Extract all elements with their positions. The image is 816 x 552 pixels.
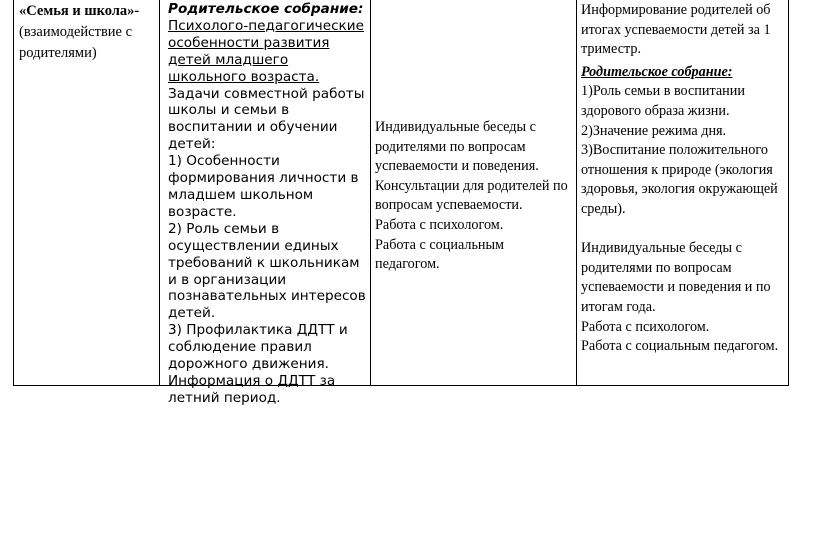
cell-meeting-2 — [581, 1, 787, 357]
activity-text: Индивидуальные беседы с родителями по вопросам успеваемости и поведения и по итогам года. — [581, 240, 771, 315]
activity-text: Индивидуальные беседы с родителями по вопросам успеваемости и поведения. — [375, 119, 539, 175]
activity-text: Консультации для родителей по вопросам успеваемости. — [375, 177, 568, 214]
activity-text: Работа с социальным педагогом. — [581, 338, 779, 355]
cell-meeting-1 — [168, 1, 368, 407]
meeting-tasks: Задачи совместной работы школы и семьи в воспитании и обучении детей: — [168, 85, 365, 153]
column-divider — [159, 0, 160, 386]
meeting-topic: Психолого-педагогические особенности развития детей младшего школьного возраста. — [168, 17, 364, 85]
meeting-item: 2) Роль семьи в осуществлении единых требований к школьникам и в организации познавательных интересов детей. — [168, 220, 366, 322]
meeting-item: 3)Воспитание положительного отношения к природе (экология здоровья, экология окружающей среды). — [581, 142, 778, 217]
meeting-item: 2)Значение режима дня. — [581, 122, 727, 139]
section-subtitle: (взаимодействие с родителями) — [19, 24, 133, 61]
table-right-border — [788, 0, 789, 386]
activity-text: Работа с социальным педагогом. — [375, 236, 505, 273]
meeting-heading: Родительское собрание: — [581, 63, 733, 80]
meeting-item: 1) Особенности формирования личности в младшем школьном возрасте. — [168, 153, 359, 220]
info-text: Информирование родителей об итогах успеваемости детей за 1 триместр. — [581, 2, 771, 58]
meeting-heading: Родительское собрание: — [168, 1, 364, 17]
column-divider — [370, 0, 371, 386]
cell-individual-work — [375, 118, 571, 275]
meeting-item: 1)Роль семьи в воспитании здорового образа жизни. — [581, 83, 745, 119]
spacer — [581, 220, 787, 240]
cell-section-title — [19, 1, 159, 64]
activity-text: Работа с психологом. — [375, 216, 504, 233]
activity-text: Работа с психологом. — [581, 318, 710, 335]
section-title: «Семья и школа»- — [19, 3, 140, 19]
column-divider — [576, 0, 577, 386]
meeting-item: 3) Профилактика ДДТТ и соблюдение правил дорожного движения. Информация о ДДТТ за летний период. — [168, 322, 348, 406]
